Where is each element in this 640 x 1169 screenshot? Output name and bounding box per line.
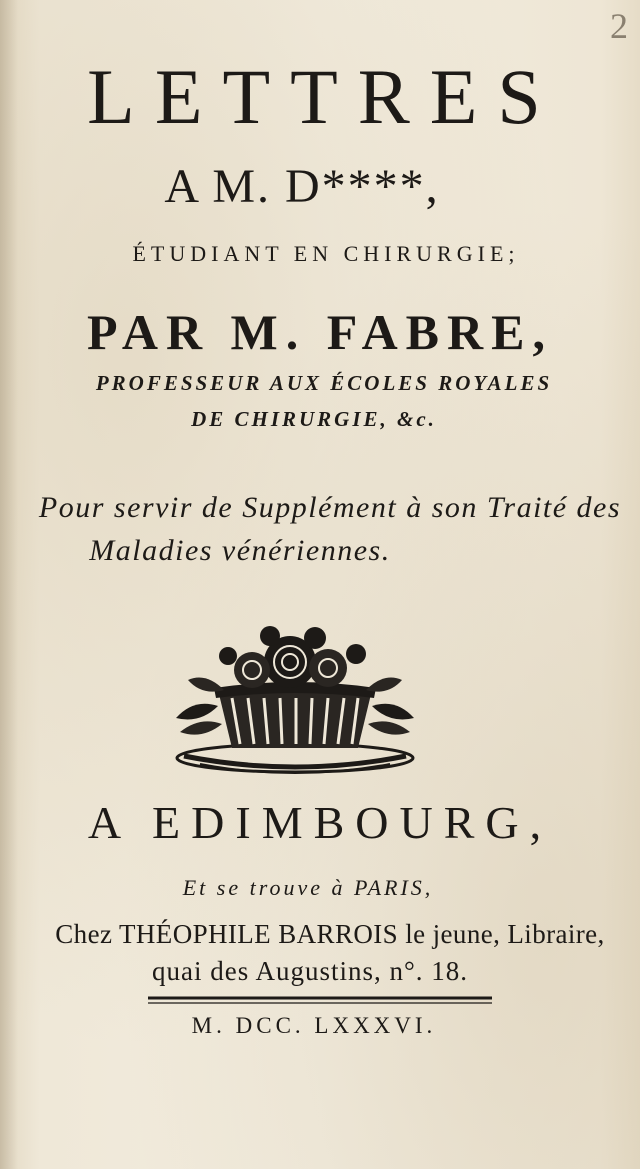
publisher-line: Chez THÉOPHILE BARROIS le jeune, Libraire, <box>55 919 605 949</box>
purpose-line-2: Maladies vénériennes. <box>89 534 391 567</box>
imprint-place: A EDIMBOURG, <box>87 797 553 848</box>
author-line: PAR M. FABRE, <box>87 304 553 360</box>
imprint-date: M. DCC. LXXXVI. <box>191 1013 437 1038</box>
sold-at-line: Et se trouve à PARIS, <box>182 875 434 900</box>
addressee-role: ÉTUDIANT EN CHIRURGIE; <box>132 241 520 266</box>
corner-mark: 2 <box>610 6 628 46</box>
purpose-line-1: Pour servir de Supplément à son Traité des <box>38 491 622 524</box>
double-rule-divider <box>148 995 492 1007</box>
author-title-line-1: PROFESSEUR AUX ÉCOLES ROYALES <box>95 371 553 395</box>
page-title: LETTRES <box>87 53 561 140</box>
publisher-address: quai des Augustins, n°. 18. <box>151 956 469 986</box>
flower-basket-icon <box>170 620 420 780</box>
addressee-line: A M. D****, <box>164 160 440 213</box>
author-title-line-2: DE CHIRURGIE, &c. <box>191 407 437 431</box>
